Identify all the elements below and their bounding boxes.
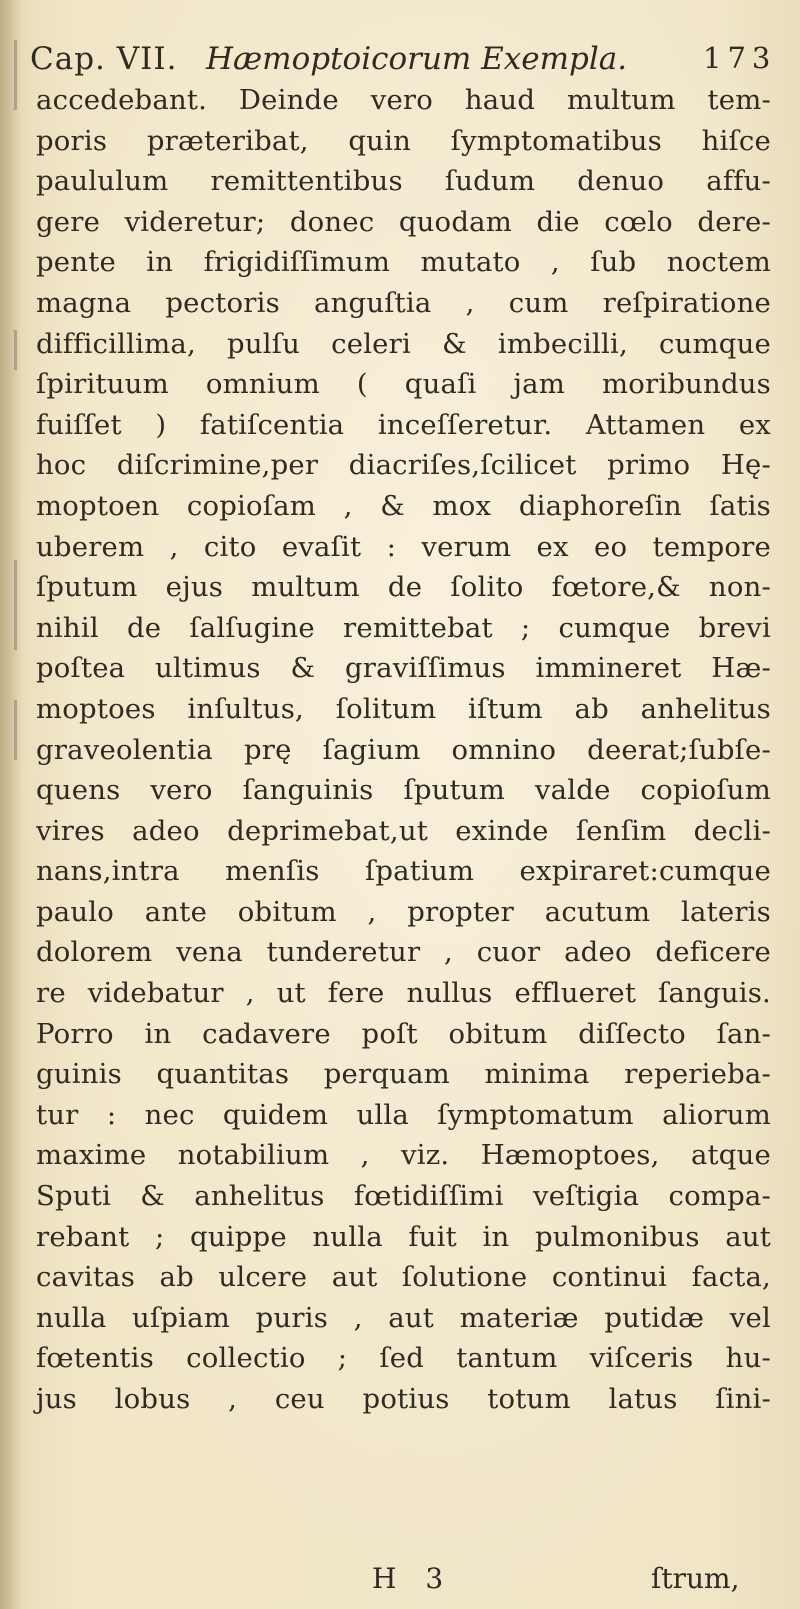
text-line: paulo ante obitum , propter acutum lateris [36, 895, 771, 928]
text-line: nans,intra menſis ſpatium expiraret:cumque [36, 855, 771, 888]
text-line: pente in frigidiſſimum mutato , ſub noctem [36, 246, 771, 279]
body-text [36, 80, 771, 1420]
text-line: nulla uſpiam puris , aut materiæ putidæ vel [36, 1301, 771, 1334]
text-line: vires adeo deprimebat,ut exinde ſenſim decli- [36, 814, 771, 847]
text-line: graveolentia prę ſagium omnino deerat;ſubſe- [36, 733, 771, 766]
text-line: moptoes inſultus, ſolitum iſtum ab anhelitus [36, 692, 771, 725]
signature-mark: H 3 [372, 1562, 454, 1595]
text-line: nihil de ſalſugine remittebat ; cumque brevi [36, 611, 771, 644]
text-line: quens vero ſanguinis ſputum valde copioſum [36, 774, 771, 807]
text-line: cavitas ab ulcere aut ſolutione continui facta, [36, 1261, 771, 1294]
gutter-ink-mark [14, 330, 17, 370]
text-line: poſtea ultimus & graviſſimus immineret Hæ- [36, 652, 771, 685]
text-line: magna pectoris anguſtia , cum reſpiratione [36, 286, 771, 319]
text-line: gere videretur; donec quodam die cœlo dere- [36, 205, 771, 238]
gutter-ink-mark [14, 40, 17, 110]
text-line: maxime notabilium , viz. Hæmoptoes, atque [36, 1139, 771, 1172]
text-line: moptoen copioſam , & mox diaphoreſin ſatis [36, 489, 771, 522]
text-line: guinis quantitas perquam minima reperieba- [36, 1058, 771, 1091]
text-line: poris præteribat, quin ſymptomatibus hiſce [36, 124, 771, 157]
text-line: rebant ; quippe nulla fuit in pulmonibus aut [36, 1220, 771, 1253]
text-line: jus lobus , ceu potius totum latus ſini- [36, 1383, 771, 1415]
text-line: difficillima, pulſu celeri & imbecilli, cumque [36, 327, 771, 360]
text-line: dolorem vena tunderetur , cuor adeo deficere [36, 936, 771, 969]
gutter-ink-mark [14, 560, 17, 650]
text-line: Sputi & anhelitus fœtidiſſimi veſtigia compa- [36, 1180, 771, 1213]
text-line: Porro in cadavere poſt obitum diſſecto ſan- [36, 1017, 771, 1050]
text-line: ſpirituum omnium ( quaſi jam moribundus [36, 368, 771, 401]
binding-gutter-shadow [0, 0, 22, 1609]
text-line: fœtentis collectio ; ſed tantum viſceris hu- [36, 1342, 771, 1375]
gutter-ink-mark [14, 700, 17, 760]
text-line: ſputum ejus multum de ſolito fœtore,& non- [36, 571, 771, 604]
text-line: accedebant. Deinde vero haud multum tem- [36, 84, 771, 116]
catchword: ſtrum, [651, 1562, 740, 1595]
running-title: Hæmoptoicorum Exempla. [206, 41, 628, 77]
text-line: paululum remittentibus ſudum denuo affu- [36, 165, 771, 198]
text-line: tur : nec quidem ulla ſymptomatum aliorum [36, 1098, 771, 1131]
text-line: uberem , cito evaſit : verum ex eo tempore [36, 530, 771, 563]
chapter-heading: Cap. VII. [30, 41, 178, 77]
text-line: re videbatur , ut fere nullus efflueret ſanguis. [36, 977, 771, 1010]
text-line: hoc diſcrimine,per diacriſes,ſcilicet primo Hę- [36, 449, 771, 482]
text-line: fuiſſet ) fatiſcentia inceſſeretur. Attamen ex [36, 408, 771, 441]
page-number: 173 [703, 41, 777, 75]
